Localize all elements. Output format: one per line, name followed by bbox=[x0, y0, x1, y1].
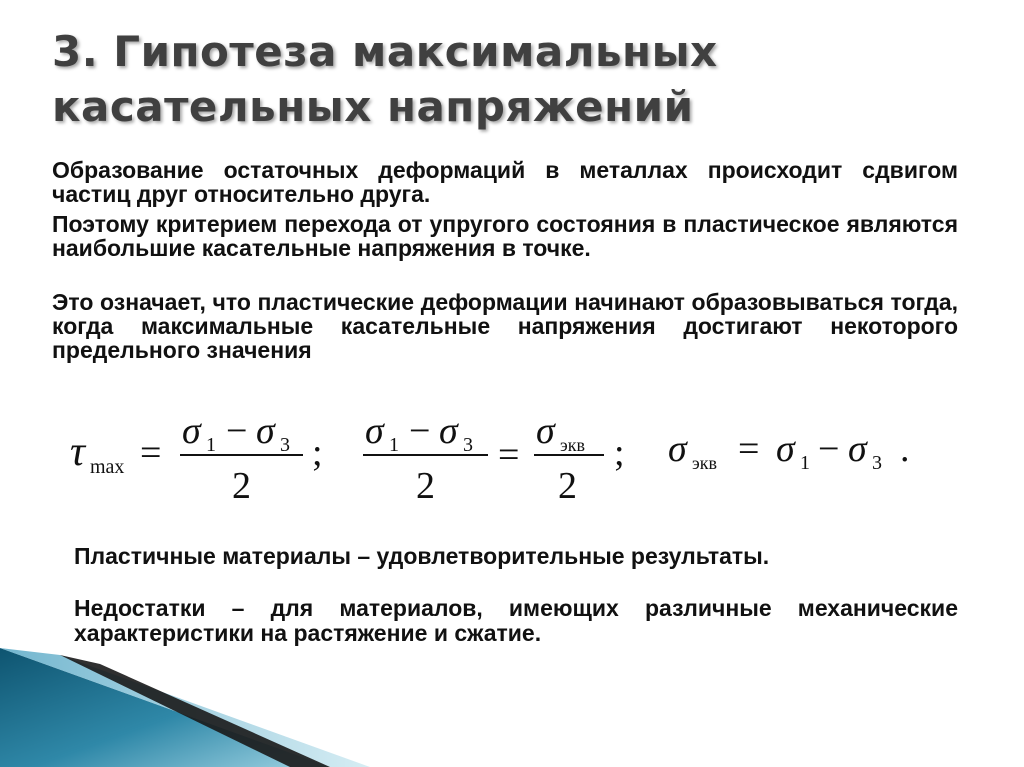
sub-3a: 3 bbox=[280, 434, 290, 456]
title-line-2: касательных напряжений bbox=[52, 82, 694, 131]
sigma-3c: σ bbox=[848, 428, 867, 470]
max-subscript: max bbox=[90, 456, 125, 478]
conclusion-1: Пластичные материалы – удовлетворительные результаты. bbox=[74, 543, 770, 569]
sigma-1a: σ bbox=[182, 410, 201, 452]
denominator-1: 2 bbox=[232, 465, 251, 507]
sub-3c: 3 bbox=[872, 452, 882, 474]
denominator-2: 2 bbox=[416, 465, 435, 507]
sub-3b: 3 bbox=[463, 434, 473, 456]
formula-svg bbox=[60, 395, 960, 515]
sub-1a: 1 bbox=[206, 434, 216, 456]
formula-block bbox=[60, 395, 960, 515]
corner-blue-wedge bbox=[0, 648, 330, 767]
semicolon-1: ; bbox=[312, 432, 323, 474]
equals-2: = bbox=[498, 434, 520, 476]
equals-1: = bbox=[140, 432, 162, 474]
sigma-ekv-a: σ bbox=[536, 410, 555, 452]
sub-1b: 1 bbox=[389, 434, 399, 456]
ekv-subscript-b: экв bbox=[692, 453, 717, 473]
sigma-3b: σ bbox=[439, 410, 458, 452]
sub-1c: 1 bbox=[800, 452, 810, 474]
conclusion-2: Недостатки – для материалов, имеющих различные механические характеристики на растяжение и сжатие. bbox=[74, 595, 958, 646]
corner-light-band bbox=[0, 648, 370, 767]
slide-title bbox=[52, 24, 952, 134]
equals-3: = bbox=[738, 428, 760, 470]
title-line-1: 3. Гипотеза максимальных bbox=[52, 27, 718, 76]
sigma-1c: σ bbox=[776, 428, 795, 470]
minus-2: − bbox=[409, 410, 431, 452]
semicolon-2: ; bbox=[614, 432, 625, 474]
minus-3: − bbox=[818, 428, 840, 470]
sigma-1b: σ bbox=[365, 410, 384, 452]
minus-1: − bbox=[226, 410, 248, 452]
period: . bbox=[900, 428, 910, 470]
sigma-3a: σ bbox=[256, 410, 275, 452]
denominator-3: 2 bbox=[558, 465, 577, 507]
paragraph-1: Образование остаточных деформаций в металлах происходит сдвигом частиц друг относительно друга. bbox=[52, 157, 958, 207]
tau-symbol: τ bbox=[70, 429, 86, 475]
ekv-subscript-a: экв bbox=[560, 435, 585, 455]
paragraph-3: Это означает, что пластические деформации начинают образовываться тогда, когда максимальные касательные напряжения достигают некоторого предельного значения bbox=[52, 289, 958, 363]
corner-dark-stripe bbox=[60, 655, 330, 767]
paragraph-2: Поэтому критерием перехода от упругого состояния в пластическое являются наибольшие касательные напряжения в точке. bbox=[52, 211, 958, 261]
sigma-ekv-b: σ bbox=[668, 428, 687, 470]
